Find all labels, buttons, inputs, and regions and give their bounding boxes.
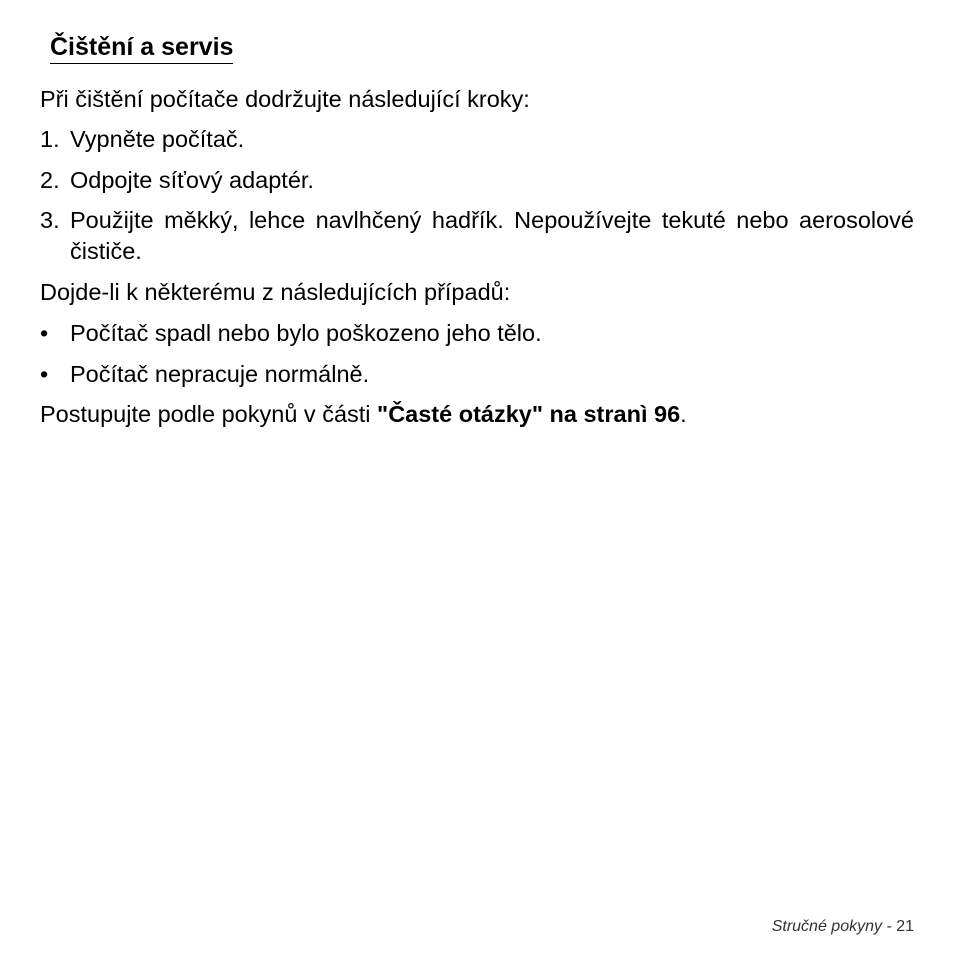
intro-text: Při čištění počítače dodržujte následující kroky: — [40, 86, 530, 112]
closing-suffix: . — [680, 401, 687, 427]
list-marker: 2. — [40, 167, 60, 193]
list-item-step-3 — [40, 205, 914, 267]
list-item-case-1 — [40, 318, 914, 349]
page-number: 21 — [896, 918, 914, 935]
list-item-step-1 — [40, 124, 914, 155]
page-footer — [772, 917, 914, 937]
list-item-text: Použijte měkký, lehce navlhčený hadřík. Nepoužívejte tekuté nebo aerosolové čističe. — [70, 207, 914, 264]
list-marker: 3. — [40, 207, 60, 233]
closing-prefix: Postupujte podle pokynů v části — [40, 401, 378, 427]
cases-intro-text: Dojde-li k některému z následujících případů: — [40, 279, 511, 305]
cross-reference-link[interactable]: "Časté otázky" na stranì 96 — [377, 401, 681, 427]
bullet-marker: • — [40, 320, 49, 346]
list-item-text: Počítač nepracuje normálně. — [70, 361, 370, 387]
list-item-step-2 — [40, 165, 914, 196]
list-item-text: Odpojte síťový adaptér. — [70, 167, 314, 193]
list-item-text: Počítač spadl nebo bylo poškozeno jeho tělo. — [70, 320, 542, 346]
list-item-case-2 — [40, 359, 914, 390]
bullet-marker: • — [40, 361, 49, 387]
footer-label: Stručné pokyny - — [771, 918, 897, 935]
list-marker: 1. — [40, 126, 60, 152]
page-title: Čištění a servis — [50, 31, 233, 64]
closing-paragraph — [40, 399, 914, 430]
list-item-text: Vypněte počítač. — [70, 126, 245, 152]
